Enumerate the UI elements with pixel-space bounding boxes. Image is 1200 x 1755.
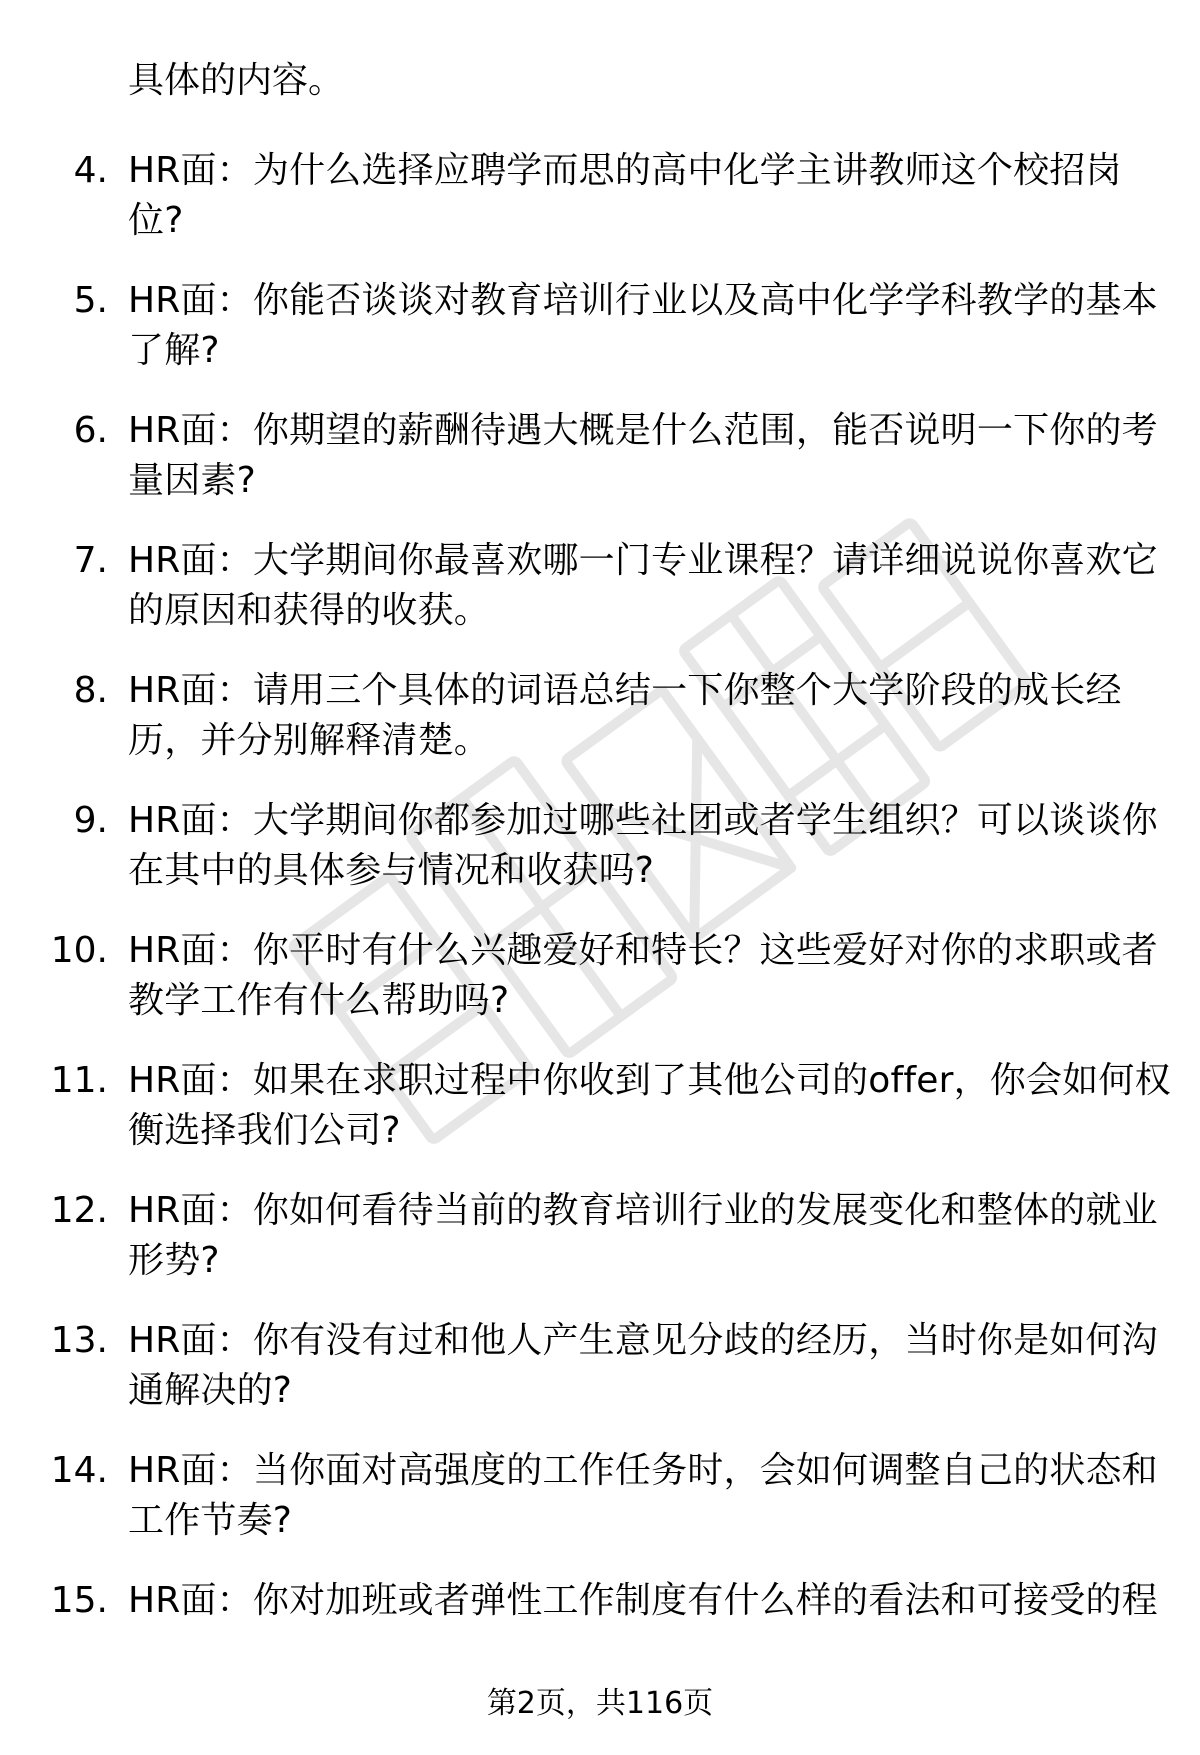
question-number: 11. <box>50 1060 108 1101</box>
question-text: HR面：如果在求职过程中你收到了其他公司的offer，你会如何权衡选择我们公司? <box>128 1060 1171 1151</box>
list-item <box>0 666 1200 796</box>
list-item <box>0 536 1200 666</box>
question-number: 15. <box>50 1580 108 1621</box>
question-text: HR面：你有没有过和他人产生意见分歧的经历，当时你是如何沟通解决的? <box>128 1320 1158 1411</box>
list-item <box>0 1446 1200 1576</box>
list-item <box>0 1056 1200 1186</box>
question-text: HR面：请用三个具体的词语总结一下你整个大学阶段的成长经历，并分别解释清楚。 <box>128 670 1122 761</box>
question-number: 5. <box>73 280 108 321</box>
question-number: 9. <box>73 800 108 841</box>
question-text: HR面：为什么选择应聘学而思的高中化学主讲教师这个校招岗位? <box>128 150 1122 241</box>
list-item <box>0 1316 1200 1446</box>
question-number: 8. <box>73 670 108 711</box>
list-item <box>0 926 1200 1056</box>
question-text: HR面：大学期间你最喜欢哪一门专业课程？请详细说说你喜欢它的原因和获得的收获。 <box>128 540 1158 631</box>
question-text: HR面：大学期间你都参加过哪些社团或者学生组织？可以谈谈你在其中的具体参与情况和收获吗? <box>128 800 1158 891</box>
question-number: 6. <box>73 410 108 451</box>
question-text: HR面：你对加班或者弹性工作制度有什么样的看法和可接受的程 <box>128 1580 1158 1621</box>
question-text: HR面：你能否谈谈对教育培训行业以及高中化学学科教学的基本了解? <box>128 280 1158 371</box>
list-item <box>0 796 1200 926</box>
question-text: HR面：当你面对高强度的工作任务时，会如何调整自己的状态和工作节奏? <box>128 1450 1158 1541</box>
list-item <box>0 276 1200 406</box>
question-number: 12. <box>50 1190 108 1231</box>
list-item <box>0 146 1200 276</box>
question-text: HR面：你如何看待当前的教育培训行业的发展变化和整体的就业形势? <box>128 1190 1158 1281</box>
question-number: 4. <box>73 150 108 191</box>
list-item <box>0 406 1200 536</box>
page-indicator: 第2页，共116页 <box>486 1686 714 1721</box>
list-item <box>0 1186 1200 1316</box>
question-number: 14. <box>50 1450 108 1491</box>
continuation-text: 具体的内容。 <box>128 60 345 101</box>
question-number: 13. <box>50 1320 108 1361</box>
question-list <box>0 146 1200 1706</box>
question-number: 10. <box>50 930 108 971</box>
question-text: HR面：你平时有什么兴趣爱好和特长？这些爱好对你的求职或者教学工作有什么帮助吗? <box>128 930 1158 1021</box>
question-text: HR面：你期望的薪酬待遇大概是什么范围，能否说明一下你的考量因素? <box>128 410 1158 501</box>
question-number: 7. <box>73 540 108 581</box>
